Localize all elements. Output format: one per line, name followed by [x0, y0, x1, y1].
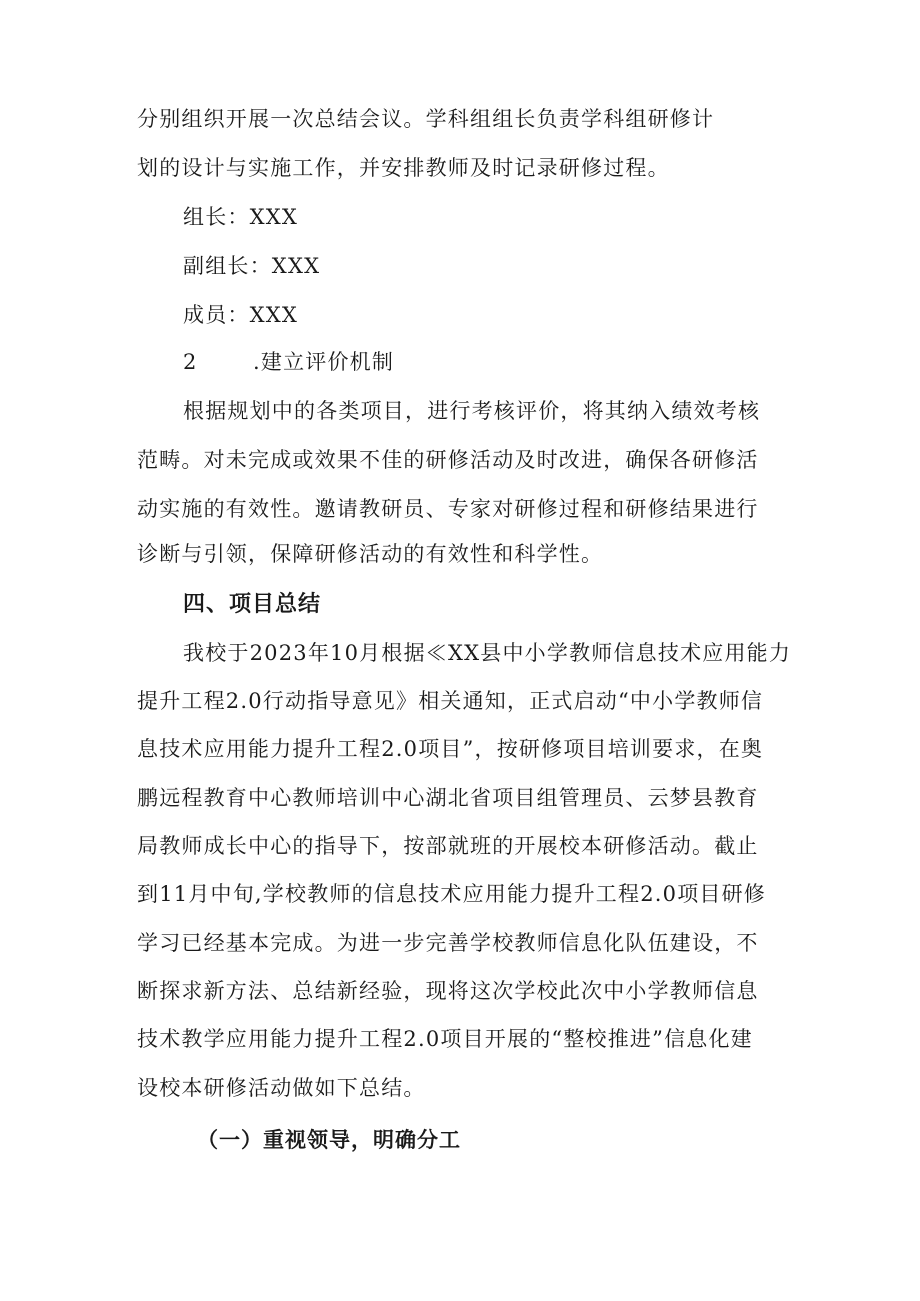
paragraph-intro-line-1: 分别组织开展一次总结会议。学科组组长负责学科组研修计: [137, 107, 715, 131]
group-members: 成员：XXX: [183, 303, 299, 327]
paragraph-evaluation-line-3: 动实施的有效性。邀请教研员、专家对研修过程和研修结果进行: [137, 497, 759, 521]
paragraph-evaluation-line-2: 范畴。对未完成或效果不佳的研修活动及时改进，确保各研修活: [137, 448, 759, 472]
paragraph-summary-line-3: 息技术应用能力提升工程2.0项目”，按研修项目培训要求，在奥: [137, 737, 764, 761]
section-2-heading: [183, 348, 394, 376]
paragraph-summary-line-5: 局教师成长中心的指导下，按部就班的开展校本研修活动。截止: [137, 834, 759, 858]
group-vice-leader: 副组长：XXX: [183, 254, 321, 278]
paragraph-summary-line-2: 提升工程2.0行动指导意见》相关通知，正式启动“中小学教师信: [137, 689, 764, 713]
paragraph-summary-line-1: 我校于2023年10月根据≪XX县中小学教师信息技术应用能力: [183, 641, 792, 665]
paragraph-summary-line-9: 技术教学应用能力提升工程2.0项目开展的“整校推进”信息化建: [137, 1027, 753, 1051]
paragraph-summary-line-8: 断探求新方法、总结新经验，现将这次学校此次中小学教师信息: [137, 979, 759, 1003]
paragraph-summary-line-4: 鹏远程教育中心教师培训中心湖北省项目组管理员、云梦县教育: [137, 786, 759, 810]
paragraph-summary-line-6: 到11月中旬,学校教师的信息技术应用能力提升工程2.0项目研修: [137, 882, 766, 906]
section-4-heading: 四、项目总结: [183, 592, 322, 617]
paragraph-summary-line-7: 学习已经基本完成。为进一步完善学校教师信息化队伍建设，不: [137, 931, 759, 955]
paragraph-summary-line-10: 设校本研修活动做如下总结。: [137, 1076, 426, 1100]
section-2-number: 2: [183, 350, 198, 374]
section-2-title: .建立评价机制: [253, 350, 395, 374]
paragraph-evaluation-line-1: 根据规划中的各类项目，进行考核评价，将其纳入绩效考核: [183, 399, 761, 423]
group-leader: 组长：XXX: [183, 205, 299, 229]
paragraph-intro-line-2: 划的设计与实施工作，并安排教师及时记录研修过程。: [137, 156, 670, 180]
sub-heading-1: （一）重视领导，明确分工: [197, 1128, 461, 1152]
paragraph-evaluation-line-4: 诊断与引领，保障研修活动的有效性和科学性。: [137, 542, 604, 566]
